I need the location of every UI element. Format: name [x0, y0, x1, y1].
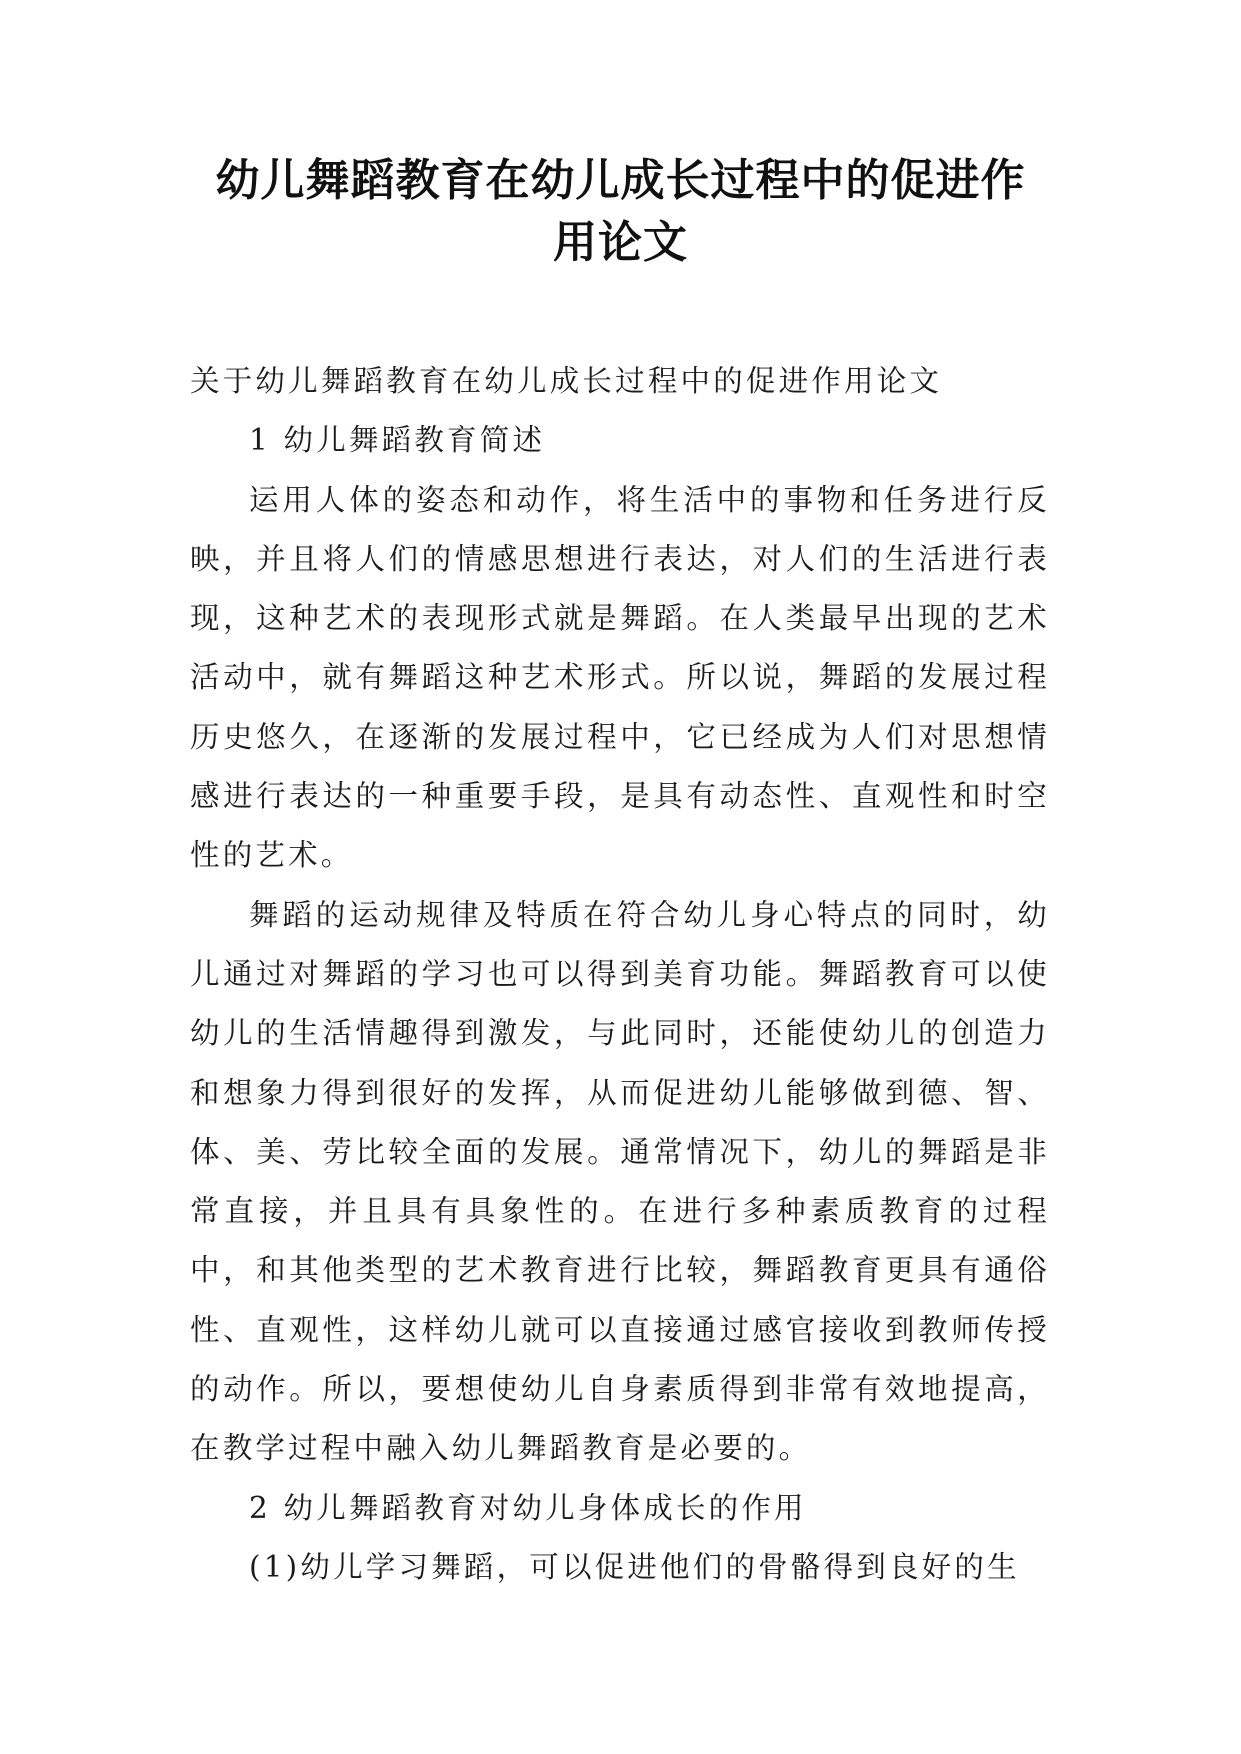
title-line-1: 幼儿舞蹈教育在幼儿成长过程中的促进作: [215, 155, 1026, 206]
section-1-paragraph-2: 舞蹈的运动规律及特质在符合幼儿身心特点的同时，幼儿通过对舞蹈的学习也可以得到美育功能。舞蹈教育可以使幼儿的生活情趣得到激发，与此同时，还能使幼儿的创造力和想象力得到很好的发挥，从而促进幼儿能够做到德、智、体、美、劳比较全面的发展。通常情况下，幼儿的舞蹈是非常直接，并且具有具象性的。在进行多种素质教育的过程中，和其他类型的艺术教育进行比较，舞蹈教育更具有通俗性、直观性，这样幼儿就可以直接通过感官接收到教师传授的动作。所以，要想使幼儿自身素质得到非常有效地提高，在教学过程中融入幼儿舞蹈教育是必要的。: [190, 897, 1050, 1466]
section-1-heading: 1 幼儿舞蹈教育简述: [249, 423, 546, 458]
document-title: [150, 150, 1091, 274]
section-2-heading: 2 幼儿舞蹈教育对幼儿身体成长的作用: [249, 1490, 807, 1525]
title-line-2: 用论文: [553, 217, 688, 268]
section-1-paragraph-1: 运用人体的姿态和动作，将生活中的事物和任务进行反映，并且将人们的情感思想进行表达，对人们的生活进行表现，这种艺术的表现形式就是舞蹈。在人类最早出现的艺术活动中，就有舞蹈这种艺术形式。所以说，舞蹈的发展过程历史悠久，在逐渐的发展过程中，它已经成为人们对思想情感进行表达的一种重要手段，是具有动态性、直观性和时空性的艺术。: [190, 482, 1050, 873]
lead-line: 关于幼儿舞蹈教育在幼儿成长过程中的促进作用论文: [190, 364, 943, 398]
section-2-paragraph-1: (1)幼儿学习舞蹈，可以促进他们的骨骼得到良好的生: [249, 1549, 1020, 1584]
document-body: [190, 352, 1050, 1597]
